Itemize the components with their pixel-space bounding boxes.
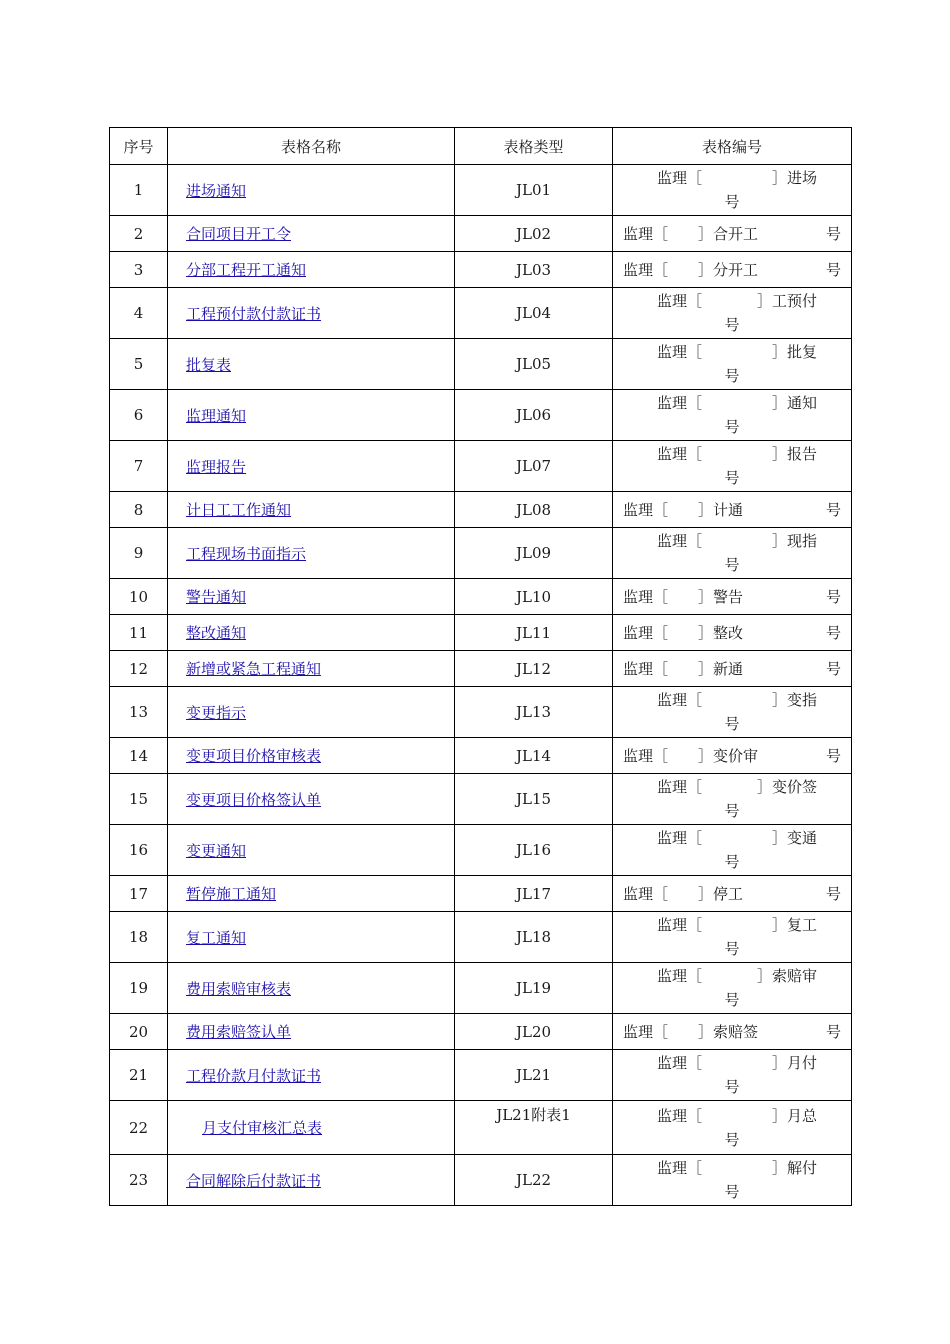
form-index-table bbox=[109, 127, 852, 1206]
code-abbrev: ］计通 bbox=[698, 501, 744, 519]
form-type-cell: JL10 bbox=[455, 579, 613, 615]
code-suffix: 号 bbox=[825, 747, 841, 765]
code-suffix: 号 bbox=[825, 660, 841, 678]
row-number: 9 bbox=[110, 528, 168, 579]
form-name-cell bbox=[168, 738, 455, 774]
code-abbrev: ］索赔审 bbox=[756, 967, 817, 985]
table-row bbox=[110, 528, 852, 579]
row-number: 21 bbox=[110, 1050, 168, 1101]
code-suffix: 号 bbox=[825, 885, 841, 903]
code-prefix: 监理［ bbox=[623, 660, 669, 678]
form-type-cell: JL15 bbox=[455, 774, 613, 825]
code-suffix: 号 bbox=[724, 715, 740, 733]
form-code-cell bbox=[613, 1101, 852, 1155]
form-name-cell bbox=[168, 528, 455, 579]
row-number: 23 bbox=[110, 1155, 168, 1206]
code-prefix: 监理［ bbox=[623, 1023, 669, 1041]
code-abbrev: ］进场 bbox=[771, 169, 817, 187]
form-name-link[interactable]: 警告通知 bbox=[186, 588, 247, 606]
row-number: 20 bbox=[110, 1014, 168, 1050]
form-type-cell: JL01 bbox=[455, 165, 613, 216]
code-prefix: 监理［ bbox=[657, 343, 703, 361]
form-code-cell bbox=[613, 615, 852, 651]
form-type-cell: JL21附表1 bbox=[455, 1101, 613, 1155]
code-suffix: 号 bbox=[724, 367, 740, 385]
table-row bbox=[110, 1101, 852, 1155]
form-name-link[interactable]: 批复表 bbox=[186, 355, 232, 374]
row-number: 7 bbox=[110, 441, 168, 492]
table-row bbox=[110, 1050, 852, 1101]
code-prefix: 监理［ bbox=[657, 1054, 703, 1072]
form-name-link[interactable]: 变更项目价格签认单 bbox=[186, 790, 322, 809]
table-row bbox=[110, 738, 852, 774]
form-type-cell: JL08 bbox=[455, 492, 613, 528]
form-name-cell bbox=[168, 1014, 455, 1050]
code-abbrev: ］变指 bbox=[771, 691, 817, 709]
form-type-cell: JL21 bbox=[455, 1050, 613, 1101]
table-row bbox=[110, 651, 852, 687]
code-prefix: 监理［ bbox=[657, 829, 703, 847]
form-name-cell bbox=[168, 492, 455, 528]
row-number: 15 bbox=[110, 774, 168, 825]
code-prefix: 监理［ bbox=[657, 967, 703, 985]
form-code-cell bbox=[613, 1014, 852, 1050]
form-name-link[interactable]: 变更指示 bbox=[186, 703, 247, 722]
form-name-cell bbox=[168, 1101, 455, 1155]
table-row bbox=[110, 390, 852, 441]
code-suffix: 号 bbox=[724, 418, 740, 436]
table-row bbox=[110, 774, 852, 825]
table-body bbox=[110, 165, 852, 1206]
form-code-cell bbox=[613, 774, 852, 825]
form-type-cell: JL05 bbox=[455, 339, 613, 390]
code-suffix: 号 bbox=[724, 940, 740, 958]
table-row bbox=[110, 687, 852, 738]
code-prefix: 监理［ bbox=[657, 691, 703, 709]
row-number: 1 bbox=[110, 165, 168, 216]
table-row bbox=[110, 339, 852, 390]
code-suffix: 号 bbox=[825, 624, 841, 642]
code-abbrev: ］新通 bbox=[698, 660, 744, 678]
table-row bbox=[110, 441, 852, 492]
code-abbrev: ］停工 bbox=[698, 885, 744, 903]
form-type-cell: JL14 bbox=[455, 738, 613, 774]
form-name-cell bbox=[168, 774, 455, 825]
table-row bbox=[110, 876, 852, 912]
code-abbrev: ］索赔签 bbox=[698, 1023, 759, 1041]
form-name-link[interactable]: 费用索赔审核表 bbox=[186, 979, 292, 998]
code-abbrev: ］通知 bbox=[771, 394, 817, 412]
form-name-cell bbox=[168, 216, 455, 252]
form-type-cell: JL17 bbox=[455, 876, 613, 912]
form-name-cell bbox=[168, 912, 455, 963]
header-code: 表格编号 bbox=[613, 128, 852, 165]
form-code-cell bbox=[613, 165, 852, 216]
table-row bbox=[110, 825, 852, 876]
code-suffix: 号 bbox=[724, 802, 740, 820]
form-name-link[interactable]: 复工通知 bbox=[186, 928, 247, 947]
form-code-cell bbox=[613, 738, 852, 774]
code-suffix: 号 bbox=[724, 853, 740, 871]
code-prefix: 监理［ bbox=[623, 261, 669, 279]
row-number: 5 bbox=[110, 339, 168, 390]
code-abbrev: ］批复 bbox=[771, 343, 817, 361]
form-name-link[interactable]: 分部工程开工通知 bbox=[186, 261, 307, 279]
form-name-cell bbox=[168, 288, 455, 339]
table-row bbox=[110, 615, 852, 651]
code-suffix: 号 bbox=[825, 501, 841, 519]
code-abbrev: ］报告 bbox=[771, 445, 817, 463]
table-row bbox=[110, 963, 852, 1014]
form-name-link[interactable]: 变更项目价格审核表 bbox=[186, 747, 322, 765]
row-number: 4 bbox=[110, 288, 168, 339]
form-type-cell: JL12 bbox=[455, 651, 613, 687]
form-name-cell bbox=[168, 1155, 455, 1206]
form-name-cell bbox=[168, 165, 455, 216]
form-code-cell bbox=[613, 216, 852, 252]
form-name-link[interactable]: 工程预付款付款证书 bbox=[186, 304, 322, 323]
form-code-cell bbox=[613, 339, 852, 390]
code-abbrev: ］分开工 bbox=[698, 261, 759, 279]
code-abbrev: ］变价审 bbox=[698, 747, 759, 765]
table-row bbox=[110, 1155, 852, 1206]
form-name-link[interactable]: 合同解除后付款证书 bbox=[186, 1171, 322, 1190]
code-suffix: 号 bbox=[825, 588, 841, 606]
form-name-cell bbox=[168, 1050, 455, 1101]
code-prefix: 监理［ bbox=[623, 225, 669, 243]
table-row bbox=[110, 288, 852, 339]
form-code-cell bbox=[613, 390, 852, 441]
row-number: 19 bbox=[110, 963, 168, 1014]
code-abbrev: ］月总 bbox=[771, 1106, 817, 1125]
form-type-cell: JL18 bbox=[455, 912, 613, 963]
form-name-cell bbox=[168, 825, 455, 876]
form-name-cell bbox=[168, 252, 455, 288]
form-code-cell bbox=[613, 876, 852, 912]
code-suffix: 号 bbox=[724, 1130, 740, 1149]
code-prefix: 监理［ bbox=[657, 916, 703, 934]
form-name-link[interactable]: 工程现场书面指示 bbox=[186, 544, 307, 563]
code-suffix: 号 bbox=[724, 991, 740, 1009]
form-name-link[interactable]: 变更通知 bbox=[186, 841, 247, 860]
code-abbrev: ］警告 bbox=[698, 588, 744, 606]
row-number: 17 bbox=[110, 876, 168, 912]
code-abbrev: ］解付 bbox=[771, 1159, 817, 1177]
form-name-cell bbox=[168, 390, 455, 441]
code-prefix: 监理［ bbox=[623, 747, 669, 765]
form-code-cell bbox=[613, 528, 852, 579]
code-abbrev: ］复工 bbox=[771, 916, 817, 934]
form-code-cell bbox=[613, 579, 852, 615]
form-name-link[interactable]: 工程价款月付款证书 bbox=[186, 1066, 322, 1085]
code-suffix: 号 bbox=[724, 1078, 740, 1096]
form-code-cell bbox=[613, 252, 852, 288]
code-suffix: 号 bbox=[724, 193, 740, 211]
code-prefix: 监理［ bbox=[623, 501, 669, 519]
code-suffix: 号 bbox=[825, 1023, 841, 1041]
form-name-link[interactable]: 合同项目开工令 bbox=[186, 225, 292, 243]
form-type-cell: JL07 bbox=[455, 441, 613, 492]
form-code-cell bbox=[613, 651, 852, 687]
header-type: 表格类型 bbox=[455, 128, 613, 165]
code-suffix: 号 bbox=[724, 1183, 740, 1201]
code-prefix: 监理［ bbox=[657, 1159, 703, 1177]
form-name-cell bbox=[168, 876, 455, 912]
code-abbrev: ］变通 bbox=[771, 829, 817, 847]
table-row bbox=[110, 1014, 852, 1050]
row-number: 22 bbox=[110, 1101, 168, 1155]
form-name-link[interactable]: 计日工工作通知 bbox=[186, 501, 292, 519]
form-type-cell: JL02 bbox=[455, 216, 613, 252]
form-type-cell: JL22 bbox=[455, 1155, 613, 1206]
form-name-link[interactable]: 进场通知 bbox=[186, 181, 247, 200]
form-name-link[interactable]: 费用索赔签认单 bbox=[186, 1023, 292, 1041]
table-header-row bbox=[110, 128, 852, 165]
code-prefix: 监理［ bbox=[657, 292, 703, 310]
form-code-cell bbox=[613, 825, 852, 876]
code-abbrev: ］月付 bbox=[771, 1054, 817, 1072]
form-code-cell bbox=[613, 963, 852, 1014]
form-name-link[interactable]: 暂停施工通知 bbox=[186, 885, 277, 903]
table-row bbox=[110, 492, 852, 528]
row-number: 12 bbox=[110, 651, 168, 687]
form-type-cell: JL11 bbox=[455, 615, 613, 651]
code-abbrev: ］现指 bbox=[771, 532, 817, 550]
form-code-cell bbox=[613, 687, 852, 738]
header-seq: 序号 bbox=[110, 128, 168, 165]
code-prefix: 监理［ bbox=[657, 394, 703, 412]
code-prefix: 监理［ bbox=[623, 588, 669, 606]
form-code-cell bbox=[613, 1155, 852, 1206]
row-number: 2 bbox=[110, 216, 168, 252]
form-name-link[interactable]: 监理报告 bbox=[186, 457, 247, 476]
row-number: 8 bbox=[110, 492, 168, 528]
code-prefix: 监理［ bbox=[657, 778, 703, 796]
form-type-cell: JL09 bbox=[455, 528, 613, 579]
row-number: 10 bbox=[110, 579, 168, 615]
row-number: 13 bbox=[110, 687, 168, 738]
table-row bbox=[110, 912, 852, 963]
form-type-cell: JL13 bbox=[455, 687, 613, 738]
form-name-cell bbox=[168, 615, 455, 651]
code-prefix: 监理［ bbox=[657, 169, 703, 187]
code-prefix: 监理［ bbox=[623, 624, 669, 642]
form-name-link[interactable]: 新增或紧急工程通知 bbox=[186, 660, 322, 678]
form-name-cell bbox=[168, 441, 455, 492]
form-type-cell: JL20 bbox=[455, 1014, 613, 1050]
table-row bbox=[110, 165, 852, 216]
code-abbrev: ］合开工 bbox=[698, 225, 759, 243]
row-number: 18 bbox=[110, 912, 168, 963]
code-prefix: 监理［ bbox=[657, 445, 703, 463]
form-name-cell bbox=[168, 651, 455, 687]
form-code-cell bbox=[613, 912, 852, 963]
form-type-cell: JL03 bbox=[455, 252, 613, 288]
code-prefix: 监理［ bbox=[623, 885, 669, 903]
row-number: 6 bbox=[110, 390, 168, 441]
header-name: 表格名称 bbox=[168, 128, 455, 165]
code-suffix: 号 bbox=[724, 469, 740, 487]
form-name-cell bbox=[168, 687, 455, 738]
row-number: 11 bbox=[110, 615, 168, 651]
code-suffix: 号 bbox=[825, 225, 841, 243]
table-row bbox=[110, 252, 852, 288]
form-name-cell bbox=[168, 339, 455, 390]
form-name-link[interactable]: 月支付审核汇总表 bbox=[202, 1119, 323, 1137]
code-abbrev: ］工预付 bbox=[756, 292, 817, 310]
table-row bbox=[110, 579, 852, 615]
code-suffix: 号 bbox=[724, 556, 740, 574]
form-type-cell: JL19 bbox=[455, 963, 613, 1014]
form-code-cell bbox=[613, 441, 852, 492]
table-row bbox=[110, 216, 852, 252]
form-code-cell bbox=[613, 1050, 852, 1101]
row-number: 16 bbox=[110, 825, 168, 876]
form-code-cell bbox=[613, 288, 852, 339]
row-number: 14 bbox=[110, 738, 168, 774]
form-name-link[interactable]: 监理通知 bbox=[186, 406, 247, 425]
code-prefix: 监理［ bbox=[657, 532, 703, 550]
row-number: 3 bbox=[110, 252, 168, 288]
form-name-link[interactable]: 整改通知 bbox=[186, 624, 247, 642]
form-type-cell: JL16 bbox=[455, 825, 613, 876]
code-abbrev: ］变价签 bbox=[756, 778, 817, 796]
code-prefix: 监理［ bbox=[657, 1106, 703, 1125]
code-suffix: 号 bbox=[825, 261, 841, 279]
form-type-cell: JL06 bbox=[455, 390, 613, 441]
code-abbrev: ］整改 bbox=[698, 624, 744, 642]
form-code-cell bbox=[613, 492, 852, 528]
form-name-cell bbox=[168, 579, 455, 615]
form-type-cell: JL04 bbox=[455, 288, 613, 339]
form-name-cell bbox=[168, 963, 455, 1014]
code-suffix: 号 bbox=[724, 316, 740, 334]
